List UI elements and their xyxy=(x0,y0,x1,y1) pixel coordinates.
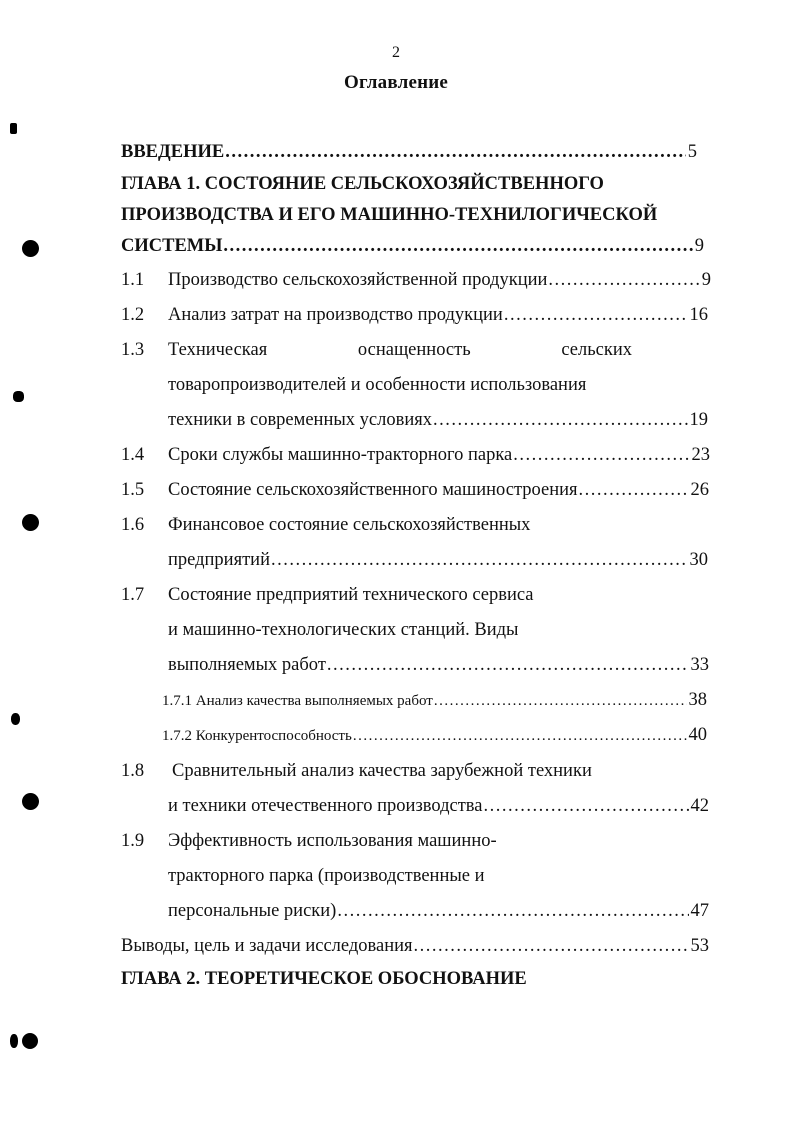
toc-page-number: 19 xyxy=(689,410,708,430)
toc-entry-chapter-1 xyxy=(121,233,704,259)
toc-entry-intro xyxy=(121,139,697,165)
toc-entry-1-3-line2: товаропроизводителей и особенности использования xyxy=(168,375,587,395)
toc-entry-text: 1.7.1 Анализ качества выполняемых работ xyxy=(162,693,433,709)
toc-entry-text: выполняемых работ xyxy=(168,655,326,675)
toc-entry-text: Сроки службы машинно-тракторного парка xyxy=(168,445,513,465)
toc-entry-1-3 xyxy=(168,407,708,433)
toc-entry-1-8-line1: Сравнительный анализ качества зарубежной техники xyxy=(172,761,592,781)
leader-dots xyxy=(579,477,689,503)
toc-page-number: 16 xyxy=(689,305,708,325)
toc-entry-1-7-line1: Состояние предприятий технического сервиса xyxy=(168,585,534,605)
toc-word: Техническая xyxy=(168,340,268,360)
toc-page-number: 23 xyxy=(691,445,710,465)
toc-entry-text: предприятий xyxy=(168,550,270,570)
toc-page-number: 26 xyxy=(690,480,709,500)
leader-dots xyxy=(434,688,687,714)
toc-page-number: 42 xyxy=(690,796,709,816)
toc-entry-1-4 xyxy=(168,442,710,468)
toc-page-number: 33 xyxy=(690,655,709,675)
leader-dots xyxy=(337,898,688,924)
toc-entry-text: и техники отечественного производства xyxy=(168,796,483,816)
toc-page-number: 47 xyxy=(690,901,709,921)
toc-entry-text: Выводы, цель и задачи исследования xyxy=(121,936,413,956)
toc-entry-conclusions xyxy=(121,933,709,959)
section-number: 1.4 xyxy=(121,445,145,465)
scan-mark xyxy=(10,123,17,134)
toc-page-number: 38 xyxy=(688,690,707,710)
toc-page-number: 30 xyxy=(689,550,708,570)
toc-page-number: 53 xyxy=(690,936,709,956)
toc-entry-text: Анализ затрат на производство продукции xyxy=(168,305,503,325)
leader-dots xyxy=(548,267,699,293)
leader-dots xyxy=(504,302,688,328)
toc-entry-text: СИСТЕМЫ xyxy=(121,236,223,256)
binder-hole xyxy=(22,1033,38,1049)
toc-entry-1-8 xyxy=(168,793,709,819)
toc-entry-text: Производство сельскохозяйственной продукции xyxy=(168,270,548,290)
toc-entry-1-9 xyxy=(168,898,709,924)
scan-mark xyxy=(13,391,24,402)
leader-dots xyxy=(484,793,689,819)
leader-dots xyxy=(327,652,689,678)
toc-entry-1-7-line2: и машинно-технологических станций. Виды xyxy=(168,620,519,640)
page-title: Оглавление xyxy=(343,72,449,93)
toc-entry-1-7-1 xyxy=(162,687,707,713)
toc-chapter-2: ГЛАВА 2. ТЕОРЕТИЧЕСКОЕ ОБОСНОВАНИЕ xyxy=(121,969,527,989)
toc-entry-1-5 xyxy=(168,477,709,503)
toc-page-number: 9 xyxy=(694,236,704,256)
section-number: 1.7 xyxy=(121,585,145,605)
toc-entry-text: техники в современных условиях xyxy=(168,410,432,430)
page-number: 2 xyxy=(392,44,400,61)
section-number: 1.2 xyxy=(121,305,145,325)
toc-entry-1-9-line2: тракторного парка (производственные и xyxy=(168,866,485,886)
binder-hole xyxy=(22,793,39,810)
toc-entry-1-6 xyxy=(168,547,708,573)
binder-hole xyxy=(22,240,39,257)
toc-entry-1-9-line1: Эффективность использования машинно- xyxy=(168,831,497,851)
leader-dots xyxy=(513,442,689,468)
toc-page-number: 9 xyxy=(701,270,711,290)
toc-entry-text: ВВЕДЕНИЕ xyxy=(121,142,225,162)
toc-entry-1-1 xyxy=(168,267,711,293)
section-number: 1.9 xyxy=(121,831,145,851)
toc-entry-1-7 xyxy=(168,652,709,678)
scan-mark xyxy=(10,1034,18,1048)
toc-entry-1-7-2 xyxy=(162,722,707,748)
toc-entry-1-6-line1: Финансовое состояние сельскохозяйственных xyxy=(168,515,531,535)
leader-dots xyxy=(433,407,688,433)
leader-dots xyxy=(271,547,688,573)
leader-dots xyxy=(225,139,686,165)
toc-entry-text: Состояние сельскохозяйственного машиностроения xyxy=(168,480,578,500)
section-number: 1.5 xyxy=(121,480,145,500)
binder-hole xyxy=(22,514,39,531)
toc-chapter-1-line2: ПРОИЗВОДСТВА И ЕГО МАШИННО-ТЕХНИЛОГИЧЕСКОЙ xyxy=(121,205,658,225)
toc-page-number: 5 xyxy=(687,142,697,162)
toc-chapter-1-line1: ГЛАВА 1. СОСТОЯНИЕ СЕЛЬСКОХОЗЯЙСТВЕННОГО xyxy=(121,174,604,194)
section-number: 1.8 xyxy=(121,761,145,781)
toc-entry-text: персональные риски) xyxy=(168,901,337,921)
toc-page-number: 40 xyxy=(688,725,707,745)
toc-entry-1-2 xyxy=(168,302,708,328)
toc-word: оснащенность xyxy=(357,340,471,360)
section-number: 1.3 xyxy=(121,340,145,360)
section-number: 1.6 xyxy=(121,515,145,535)
leader-dots xyxy=(223,233,692,259)
scan-mark xyxy=(11,713,20,725)
leader-dots xyxy=(414,933,689,959)
leader-dots xyxy=(353,723,687,749)
toc-entry-1-3-line1 xyxy=(168,337,632,363)
toc-word: сельских xyxy=(561,340,632,360)
section-number: 1.1 xyxy=(121,270,145,290)
toc-entry-text: 1.7.2 Конкурентоспособность xyxy=(162,728,352,744)
